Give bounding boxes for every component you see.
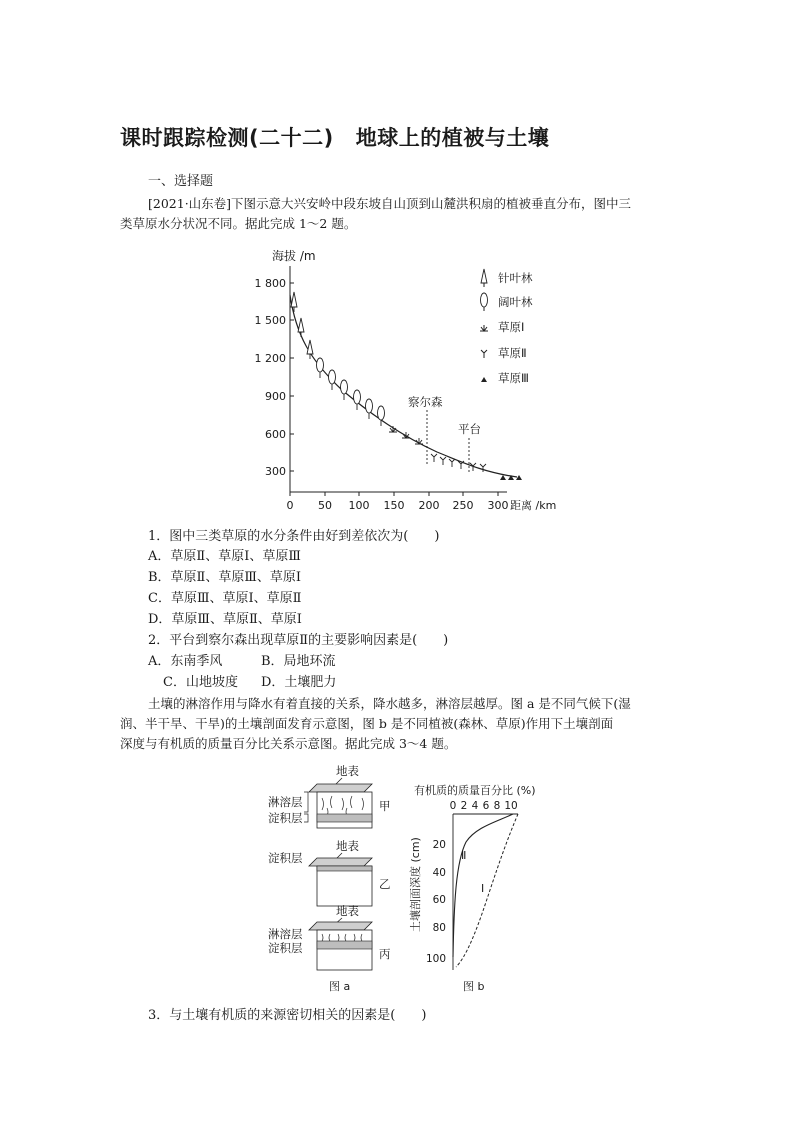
profile-yi	[268, 839, 391, 906]
fig1-ytick: 1 200	[254, 352, 286, 365]
leaching-label: 淋溶层	[268, 795, 303, 809]
q1-option-a: A．草原Ⅱ、草原Ⅰ、草原Ⅲ	[148, 549, 301, 564]
fig2b-ytick: 20	[432, 839, 446, 851]
fig1-ytick: 600	[265, 428, 286, 441]
deposit-label: 淀积层	[268, 851, 303, 865]
fig1-ytick: 300	[265, 465, 286, 478]
curve-label-I: Ⅰ	[481, 882, 485, 895]
section-heading: 一、选择题	[148, 174, 214, 189]
q1-option-b: B．草原Ⅱ、草原Ⅲ、草原Ⅰ	[148, 570, 302, 585]
fig1-legend	[480, 269, 533, 385]
fig1-ylabel: 海拔 /m	[272, 249, 316, 263]
fig2b-caption: 图 b	[463, 980, 485, 993]
legend-broadleaf: 阔叶林	[498, 295, 533, 309]
q1-stem: 1．图中三类草原的水分条件由好到差依次为( )	[148, 529, 440, 544]
fig1-xtick: 0	[286, 499, 294, 512]
fig2b-xtick: 0	[449, 800, 457, 812]
fig1-xtick: 50	[318, 499, 332, 512]
label-bing: 丙	[379, 947, 391, 961]
intro2-line3: 深度与有机质的质量百分比关系示意图。据此完成 3～4 题。	[120, 736, 457, 751]
fig2a-caption: 图 a	[329, 980, 351, 993]
fig2b-xtick: 2	[460, 800, 468, 812]
fig2b-xtick: 4	[471, 800, 479, 812]
fig2b-xtick: 8	[493, 800, 501, 812]
fig1-xtick: 100	[348, 499, 370, 512]
curve-label-II: Ⅱ	[461, 849, 467, 862]
deposit-label: 淀积层	[268, 941, 303, 955]
fig1-ytick: 900	[265, 390, 286, 403]
fig2b-xtick: 10	[504, 800, 518, 812]
chaersen-label: 察尔森	[408, 395, 443, 409]
q2-option-b: B．局地环流	[261, 654, 336, 669]
fig2b-ytick: 40	[432, 867, 446, 879]
fig1-xlabel: 距离 /km	[510, 499, 557, 512]
soil-profile-figure	[262, 762, 402, 997]
q2-stem: 2．平台到察尔森出现草原Ⅱ的主要影响因素是( )	[148, 633, 449, 648]
profile-jia	[268, 764, 391, 828]
intro1-line2: 类草原水分状况不同。据此完成 1～2 题。	[120, 216, 357, 231]
label-yi: 乙	[379, 877, 391, 891]
fig2b-ylabel: 土壤剖面深度 (cm)	[409, 837, 422, 932]
label-jia: 甲	[379, 799, 391, 813]
pingtai-label: 平台	[458, 422, 481, 436]
page-title	[120, 122, 549, 152]
grassland-2-symbols	[431, 454, 486, 472]
fig1-xtick: 300	[487, 499, 509, 512]
legend-conifer: 针叶林	[498, 271, 533, 285]
fig1-ytick: 1 500	[254, 314, 286, 327]
grassland-3-symbols	[500, 475, 522, 480]
conifer-trees	[291, 292, 313, 359]
q2-option-c: C．山地坡度	[163, 675, 238, 690]
surface-label: 地表	[336, 764, 359, 778]
q1-option-d: D．草原Ⅲ、草原Ⅱ、草原Ⅰ	[148, 612, 302, 627]
q2-option-a: A．东南季风	[148, 654, 223, 669]
broadleaf-trees	[317, 358, 385, 426]
q3-stem: 3．与土壤有机质的来源密切相关的因素是( )	[148, 1008, 427, 1023]
legend-grass1: 草原Ⅰ	[498, 320, 525, 334]
fig2b-title: 有机质的质量百分比 (%)	[414, 784, 536, 797]
deposit-label: 淀积层	[268, 811, 303, 825]
profile-bing	[268, 904, 391, 970]
fig2b-ytick: 60	[432, 894, 446, 906]
q1-option-c: C．草原Ⅲ、草原Ⅰ、草原Ⅱ	[148, 591, 302, 606]
title-part1: 课时跟踪检测(二十二)	[120, 126, 334, 150]
fig1-xtick: 150	[383, 499, 405, 512]
title-part2: 地球上的植被与土壤	[355, 126, 550, 150]
vegetation-profile-chart	[254, 240, 562, 518]
organic-matter-chart	[406, 782, 566, 997]
fig1-ytick: 1 800	[254, 277, 286, 290]
terrain-profile-line	[290, 295, 517, 477]
surface-label: 地表	[336, 839, 359, 853]
fig1-xtick: 200	[418, 499, 440, 512]
curve-I	[456, 814, 518, 967]
leaching-label: 淋溶层	[268, 927, 303, 941]
fig1-xtick: 250	[452, 499, 474, 512]
legend-grass3: 草原Ⅲ	[498, 371, 529, 385]
intro1-line1: [2021·山东卷]下图示意大兴安岭中段东坡自山顶到山麓洪积扇的植被垂直分布，图中三	[148, 196, 632, 211]
q2-option-d: D．土壤肥力	[261, 675, 337, 690]
intro2-line1: 土壤的淋溶作用与降水有着直接的关系，降水越多，淋溶层越厚。图 a 是不同气候下(湿	[148, 696, 631, 711]
surface-label: 地表	[336, 904, 359, 918]
fig2b-ytick: 100	[425, 953, 446, 965]
legend-grass2: 草原Ⅱ	[498, 346, 527, 360]
fig2b-xtick: 6	[482, 800, 490, 812]
fig2b-ytick: 80	[432, 922, 446, 934]
intro2-line2: 润、半干旱、干旱)的土壤剖面发育示意图，图 b 是不同植被(森林、草原)作用下土壤剖面	[120, 716, 614, 731]
